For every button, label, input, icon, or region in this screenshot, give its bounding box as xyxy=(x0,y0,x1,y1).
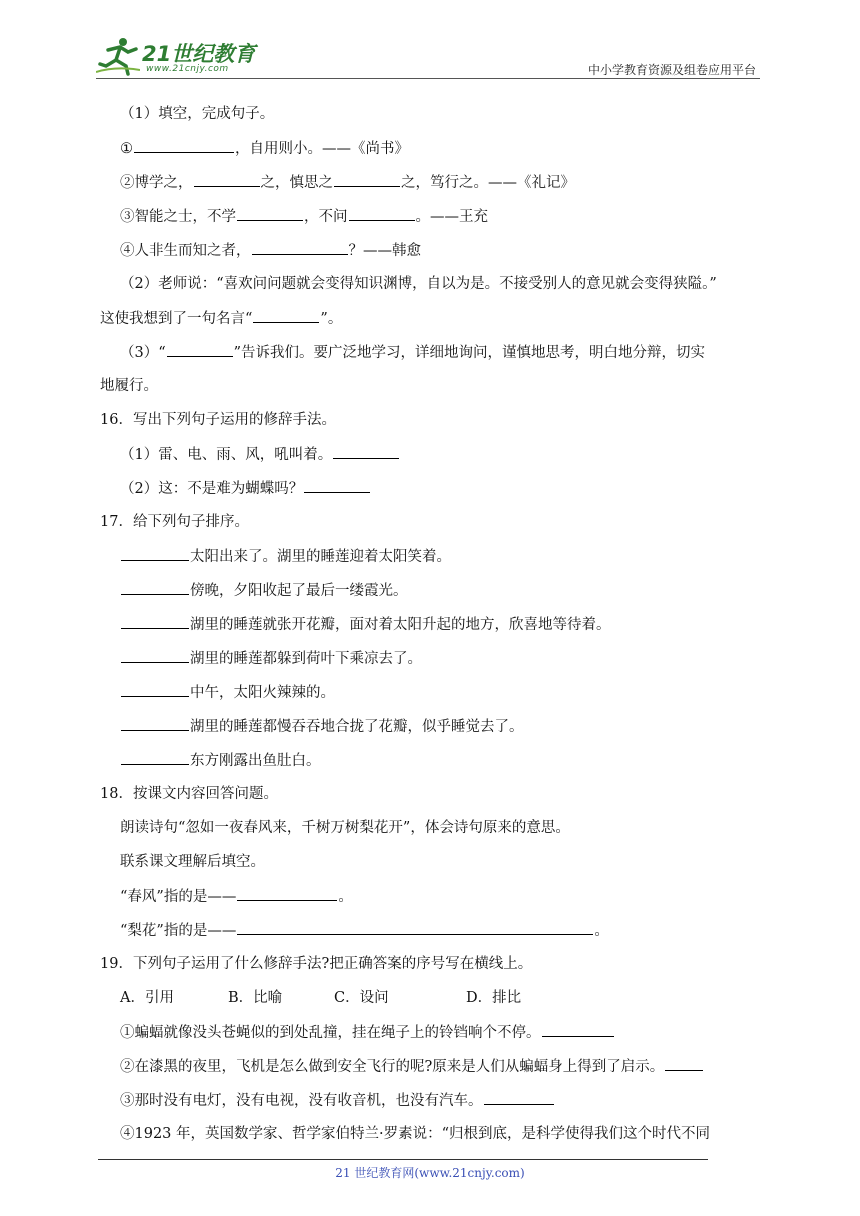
answer-blank[interactable] xyxy=(237,206,303,221)
answer-blank[interactable] xyxy=(167,342,233,357)
answer-blank[interactable] xyxy=(349,206,415,221)
q19-sentence4: ④1923 年，英国数学家、哲学家伯特兰·罗素说：“归根到底，是科学使得我们这个时代不同 xyxy=(120,1126,711,1142)
answer-blank[interactable] xyxy=(121,546,189,561)
q17-item: 中午，太阳火辣辣的。 xyxy=(120,682,335,703)
answer-blank[interactable] xyxy=(665,1056,703,1071)
header-divider xyxy=(96,78,760,79)
answer-blank[interactable] xyxy=(304,478,370,493)
page-header xyxy=(96,34,760,78)
answer-blank[interactable] xyxy=(484,1090,554,1105)
answer-blank[interactable] xyxy=(237,886,337,901)
logo-text: 21世纪教育 xyxy=(142,42,256,66)
q18-line4: “梨花”指的是—— 。 xyxy=(120,920,609,941)
q18-line1: 朗读诗句“忽如一夜春风来，千树万树梨花开”，体会诗句原来的意思。 xyxy=(120,820,570,836)
q18-title: 18．按课文内容回答问题。 xyxy=(100,786,278,802)
q18-line2: 联系课文理解后填空。 xyxy=(120,854,265,870)
footer-text: 21 世纪教育网(www.21cnjy.com) xyxy=(335,1166,525,1180)
q15-part3: （3）“ ”告诉我们。要广泛地学习，详细地询问，谨慎地思考，明白地分辩，切实 xyxy=(120,342,705,363)
answer-blank[interactable] xyxy=(542,1022,614,1037)
q16-title: 16．写出下列句子运用的修辞手法。 xyxy=(100,412,336,428)
q15-line3: ③智能之士，不学 ，不问 。——王充 xyxy=(120,206,488,227)
answer-blank[interactable] xyxy=(252,240,348,255)
answer-blank[interactable] xyxy=(121,580,189,595)
q19-options xyxy=(120,988,521,1008)
q17-item: 湖里的睡莲都躲到荷叶下乘凉去了。 xyxy=(120,648,422,669)
answer-blank[interactable] xyxy=(121,716,189,731)
q19-sentence1: ①蝙蝠就像没头苍蝇似的到处乱撞，挂在绳子上的铃铛响个不停。 xyxy=(120,1022,615,1043)
answer-blank[interactable] xyxy=(253,308,319,323)
q15-part2: （2）老师说：“喜欢问问题就会变得知识渊博，自以为是。不接受别人的意见就会变得狭隘。” xyxy=(120,276,717,292)
q19-title: 19．下列句子运用了什么修辞手法?把正确答案的序号写在横线上。 xyxy=(100,956,533,972)
q17-item: 东方刚露出鱼肚白。 xyxy=(120,750,321,771)
q19-sentence2: ②在漆黑的夜里，飞机是怎么做到安全飞行的呢?原来是人们从蝙蝠身上得到了启示。 xyxy=(120,1056,704,1077)
q16-sentence2: （2）这：不是难为蝴蝶吗？ xyxy=(120,478,371,499)
answer-blank[interactable] xyxy=(333,444,399,459)
answer-blank[interactable] xyxy=(121,614,189,629)
q19-sentence3: ③那时没有电灯，没有电视，没有收音机，也没有汽车。 xyxy=(120,1090,555,1111)
q15-part3-cont: 地履行。 xyxy=(100,378,158,394)
option-b: B．比喻 xyxy=(228,990,283,1006)
answer-blank[interactable] xyxy=(237,920,593,935)
answer-blank[interactable] xyxy=(121,648,189,663)
q15-line1: ① ，自用则小。——《尚书》 xyxy=(120,138,409,159)
answer-blank[interactable] xyxy=(134,138,234,153)
site-logo xyxy=(96,34,266,78)
q17-item: 太阳出来了。湖里的睡莲迎着太阳笑着。 xyxy=(120,546,451,567)
q18-line3: “春风”指的是—— 。 xyxy=(120,886,353,907)
answer-blank[interactable] xyxy=(194,172,260,187)
q15-line4: ④人非生而知之者， ？——韩愈 xyxy=(120,240,421,261)
q15-part1-title: （1）填空，完成句子。 xyxy=(120,106,275,122)
header-platform-title: 中小学教育资源及组卷应用平台 xyxy=(587,63,756,77)
option-c: C．设问 xyxy=(334,990,389,1006)
q17-item: 湖里的睡莲都慢吞吞地合拢了花瓣，似乎睡觉去了。 xyxy=(120,716,524,737)
q17-item: 傍晚，夕阳收起了最后一缕霞光。 xyxy=(120,580,408,601)
q16-sentence1: （1）雷、电、雨、风，吼叫着。 xyxy=(120,444,400,465)
q15-line2: ②博学之， 之，慎思之 之，笃行之。——《礼记》 xyxy=(120,172,575,193)
q17-title: 17．给下列句子排序。 xyxy=(100,514,249,530)
answer-blank[interactable] xyxy=(121,750,189,765)
option-a: A．引用 xyxy=(120,990,174,1006)
footer-divider xyxy=(98,1159,708,1160)
q15-part2-cont: 这使我想到了一句名言“ ”。 xyxy=(100,308,342,329)
q17-item: 湖里的睡莲就张开花瓣，面对着太阳升起的地方，欣喜地等待着。 xyxy=(120,614,611,635)
runner-icon xyxy=(96,36,140,76)
answer-blank[interactable] xyxy=(121,682,189,697)
option-d: D．排比 xyxy=(466,990,522,1006)
answer-blank[interactable] xyxy=(334,172,400,187)
logo-url: www.21cnjy.com xyxy=(146,64,229,74)
